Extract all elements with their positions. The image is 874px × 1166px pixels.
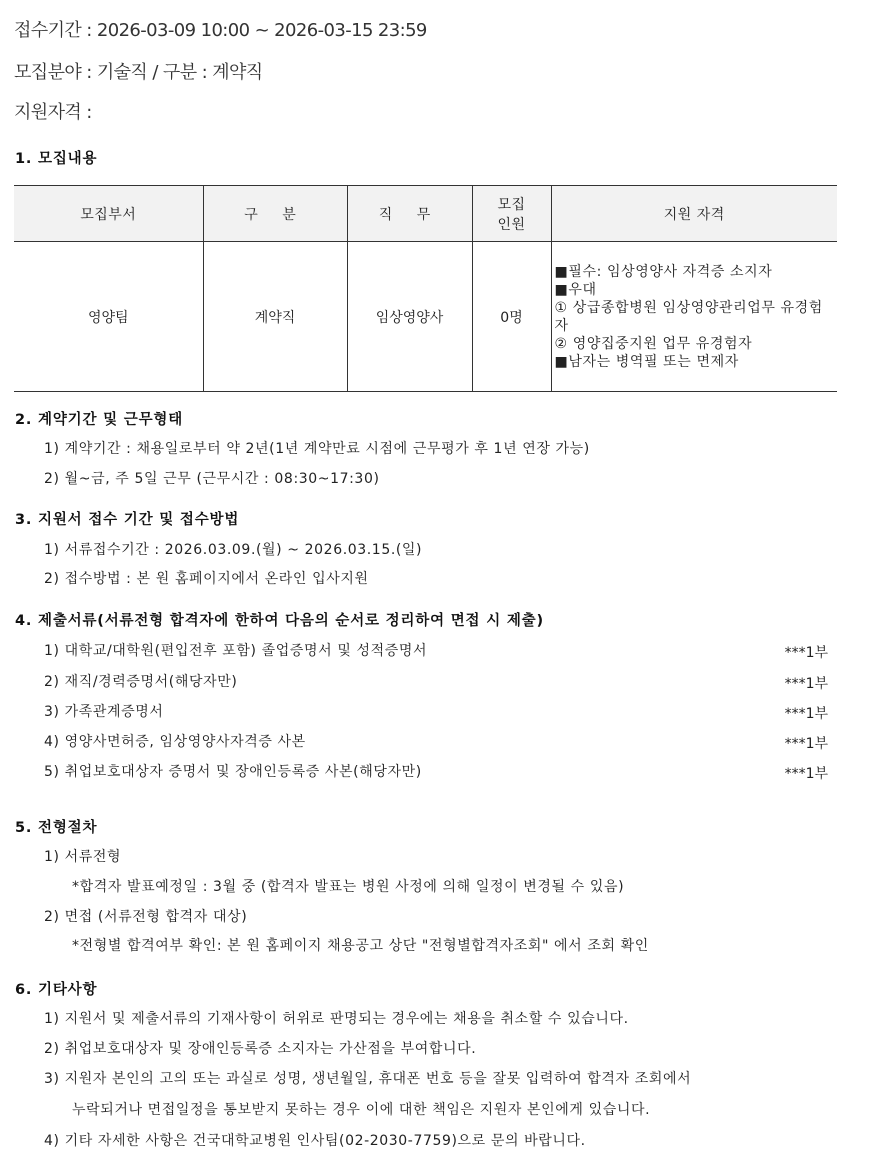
- process-step-document-note: *합격자 발표예정일 : 3월 중 (합격자 발표는 병원 사정에 의해 일정이 변경될 수 있음): [72, 879, 625, 895]
- cell-dept: 영양팀: [14, 242, 203, 392]
- section-title-recruit-details: 1. 모집내용: [15, 151, 98, 167]
- etc-item: 4) 기타 자세한 사항은 건국대학교병원 인사팀(02-2030-7759)으로 문의 바랍니다.: [44, 1133, 586, 1149]
- etc-item: 1) 지원서 및 제출서류의 기재사항이 허위로 판명되는 경우에는 채용을 취소할 수 있습니다.: [44, 1011, 629, 1027]
- document-item: 3) 가족관계증명서: [44, 704, 164, 720]
- recruit-field: 모집분야 : 기술직 / 구분 : 계약직: [14, 62, 263, 83]
- section-title-application: 3. 지원서 접수 기간 및 접수방법: [15, 512, 240, 528]
- work-schedule: 2) 월~금, 주 5일 근무 (근무시간 : 08:30~17:30): [44, 471, 380, 487]
- process-step-document: 1) 서류전형: [44, 849, 122, 865]
- section-title-process: 5. 전형절차: [15, 820, 98, 836]
- qual-preferred-1: ① 상급종합병원 임상영양관리업무 유경험자: [554, 299, 823, 334]
- qual-required: ■필수: 임상영양사 자격증 소지자: [554, 263, 773, 280]
- qual-preferred-heading: ■우대: [554, 281, 597, 298]
- cell-type: 계약직: [203, 242, 347, 392]
- document-copies: ***1부: [784, 736, 828, 752]
- header-type-label: 구 분: [244, 206, 306, 223]
- application-method: 2) 접수방법 : 본 원 홈페이지에서 온라인 입사지원: [44, 571, 369, 587]
- document-copies: ***1부: [784, 676, 828, 692]
- section-title-contract: 2. 계약기간 및 근무형태: [15, 412, 184, 428]
- etc-item-continuation: 누락되거나 면접일정을 통보받지 못하는 경우 이에 대한 책임은 지원자 본인에게 있습니다.: [72, 1102, 651, 1118]
- process-step-interview-note: *전형별 합격여부 확인: 본 원 홈페이지 채용공고 상단 "전형별합격자조회" 에서 조회 확인: [72, 938, 649, 954]
- document-copies: ***1부: [784, 706, 828, 722]
- qual-preferred-2: ② 영양집중지원 업무 유경험자: [554, 335, 753, 352]
- application-period: 접수기간 : 2026-03-09 10:00 ~ 2026-03-15 23:59: [14, 20, 427, 41]
- cell-job: 임상영양사: [347, 242, 472, 392]
- header-count: [472, 186, 551, 242]
- table-row: [14, 242, 837, 392]
- cell-count: 0명: [472, 242, 551, 392]
- section-title-documents: 4. 제출서류(서류전형 합격자에 한하여 다음의 순서로 정리하여 면접 시 제출): [15, 613, 544, 629]
- cell-qualification: [551, 242, 837, 392]
- document-item: 5) 취업보호대상자 증명서 및 장애인등록증 사본(해당자만): [44, 764, 422, 780]
- document-item: 2) 재직/경력증명서(해당자만): [44, 674, 238, 690]
- process-step-interview: 2) 면접 (서류전형 합격자 대상): [44, 909, 248, 925]
- etc-item: 2) 취업보호대상자 및 장애인등록증 소지자는 가산점을 부여합니다.: [44, 1041, 477, 1057]
- document-copies: ***1부: [784, 766, 828, 782]
- header-job-label: 직 무: [378, 206, 441, 223]
- document-item: 1) 대학교/대학원(편입전후 포함) 졸업증명서 및 성적증명서: [44, 643, 428, 659]
- contract-period: 1) 계약기간 : 채용일로부터 약 2년(1년 계약만료 시점에 근무평가 후 1년 연장 가능): [44, 441, 590, 457]
- header-count-line2: 인원: [497, 216, 526, 233]
- etc-item: 3) 지원자 본인의 고의 또는 과실로 성명, 생년월일, 휴대폰 번호 등을 잘못 입력하여 합격자 조회에서: [44, 1071, 692, 1087]
- header-qualification: 지원 자격: [551, 186, 837, 242]
- application-period-detail: 1) 서류접수기간 : 2026.03.09.(월) ~ 2026.03.15.(일): [44, 542, 423, 558]
- table-header-row: [14, 186, 837, 242]
- header-count-line1: 모집: [497, 196, 526, 213]
- document-copies: ***1부: [784, 645, 828, 661]
- document-item: 4) 영양사면허증, 임상영양사자격증 사본: [44, 734, 306, 750]
- header-job: [347, 186, 472, 242]
- recruit-table: [14, 185, 837, 392]
- qual-military: ■남자는 병역필 또는 면제자: [554, 353, 739, 370]
- header-dept: 모집부서: [14, 186, 203, 242]
- header-type: [203, 186, 347, 242]
- section-title-etc: 6. 기타사항: [15, 982, 98, 998]
- qualification-label: 지원자격 :: [14, 102, 92, 123]
